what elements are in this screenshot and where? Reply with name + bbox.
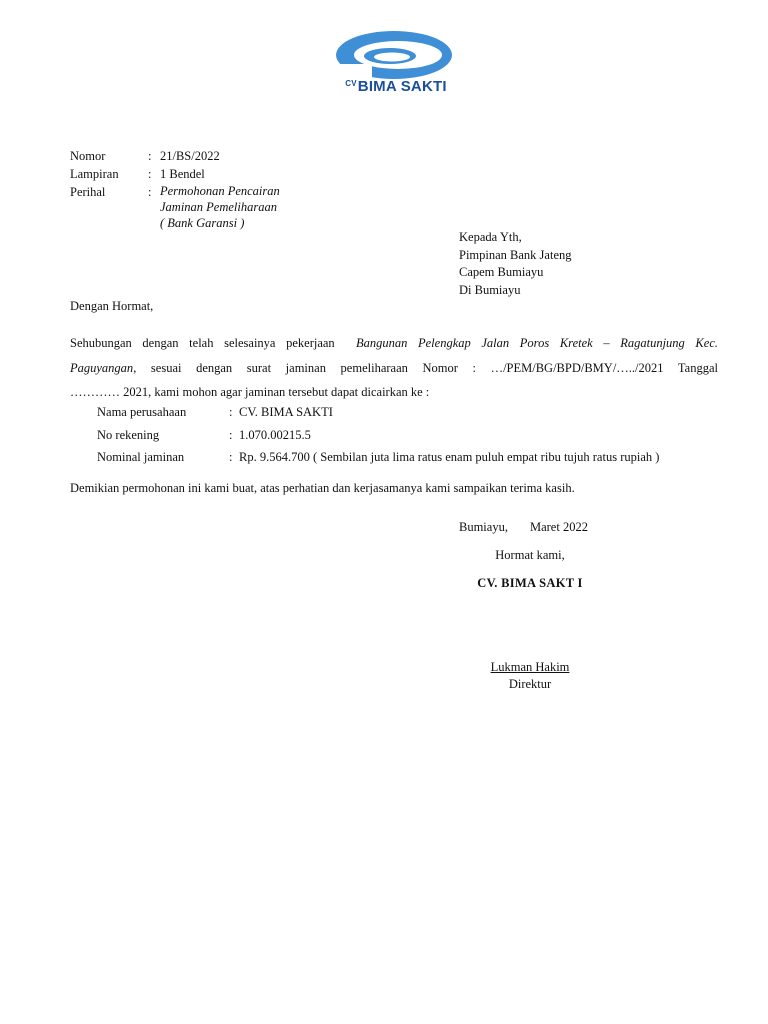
detail-label: No rekening <box>97 427 160 442</box>
perihal-label: Perihal <box>70 185 106 199</box>
logo-name: BIMA SAKTI <box>357 78 447 95</box>
perihal-value <box>160 183 370 231</box>
detail-value: CV. BIMA SAKTI <box>239 405 333 419</box>
logo-swoosh-icon <box>332 28 456 84</box>
recipient-line-4: Di Bumiayu <box>459 282 521 297</box>
detail-separator: : <box>229 427 233 442</box>
body-line-2 <box>70 356 718 381</box>
body-intro: Sehubungan dengan telah selesainya pekerjaan <box>70 336 335 350</box>
detail-row-account <box>97 424 737 447</box>
detail-separator: : <box>229 405 233 419</box>
letter-header-info <box>70 147 370 231</box>
lampiran-label: Lampiran <box>70 167 119 181</box>
recipient-line-2: Pimpinan Bank Jateng <box>459 247 572 262</box>
signer-name: Lukman Hakim <box>490 660 570 674</box>
detail-value: 1.070.00215.5 <box>239 427 311 442</box>
nomor-value: 21/BS/2022 <box>160 149 220 163</box>
logo-cv: CV <box>345 79 357 88</box>
nomor-separator: : <box>148 149 152 163</box>
detail-label: Nama perusahaan <box>97 405 187 419</box>
lampiran-separator: : <box>148 167 152 181</box>
perihal-separator: : <box>148 185 152 199</box>
lampiran-row <box>70 165 370 183</box>
sign-month-year: Maret 2022 <box>529 520 588 534</box>
body-line-1 <box>70 331 718 356</box>
perihal-line-1: Permohonan Pencairan <box>160 184 280 198</box>
nomor-label: Nomor <box>70 149 106 163</box>
body-line-3: ………… 2021, kami mohon agar jaminan tersebut dapat dicairkan ke : <box>70 385 430 399</box>
recipient-line-1: Kepada Yth, <box>459 230 522 244</box>
nomor-row <box>70 147 370 165</box>
body-middle: , sesuai dengan surat jaminan pemeliharaan Nomor : …/PEM/BG/BPD/BMY/…../2021 Tanggal <box>133 360 718 375</box>
recipient-block <box>459 229 572 299</box>
account-details <box>97 401 737 469</box>
detail-row-company <box>97 401 737 424</box>
project-name-a: Bangunan Pelengkap Jalan Poros Kretek – Ragatunjung Kec. <box>355 336 718 350</box>
closing-sentence: Demikian permohonan ini kami buat, atas perhatian dan kerjasamanya kami sampaikan terima kasih. <box>70 481 575 495</box>
detail-separator: : <box>229 450 233 464</box>
detail-label: Nominal jaminan <box>97 450 185 464</box>
perihal-line-2: Jaminan Pemeliharaan <box>160 200 277 214</box>
body-paragraph <box>70 331 718 405</box>
greeting: Dengan Hormat, <box>70 299 154 313</box>
recipient-line-3: Capem Bumiayu <box>459 265 544 279</box>
logo-text <box>336 78 456 95</box>
perihal-row <box>70 183 370 231</box>
signer-title: Direktur <box>508 677 552 691</box>
company-logo <box>332 28 456 100</box>
sign-company: CV. BIMA SAKT I <box>477 576 583 590</box>
sign-date <box>459 520 588 535</box>
detail-value: Rp. 9.564.700 ( Sembilan juta lima ratus enam puluh empat ribu tujuh ratus rupiah ) <box>239 450 660 464</box>
detail-row-nominal <box>97 446 737 469</box>
sign-city: Bumiayu, <box>459 520 508 534</box>
sign-regards: Hormat kami, <box>495 548 565 562</box>
project-name-b: Paguyangan <box>70 360 134 375</box>
lampiran-value: 1 Bendel <box>160 167 205 181</box>
perihal-line-3: ( Bank Garansi ) <box>160 216 245 230</box>
